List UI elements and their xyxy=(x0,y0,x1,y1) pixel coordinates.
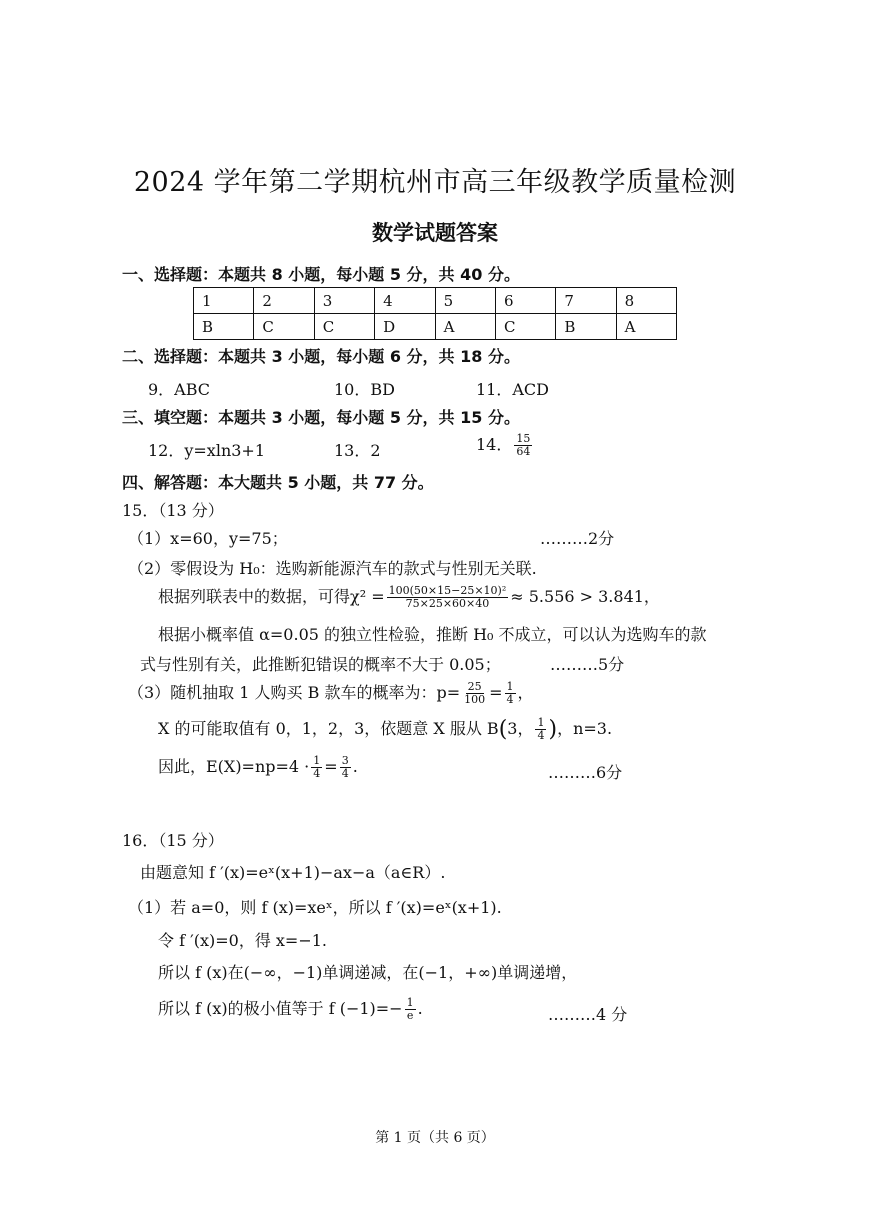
fraction-numerator: 1 xyxy=(406,996,414,1009)
answer-number-cell: 7 xyxy=(556,288,616,314)
fraction-denominator: 4 xyxy=(341,767,349,780)
answer-14 xyxy=(476,432,534,458)
expectation-fraction-1 xyxy=(311,755,322,780)
minimum-value-end: . xyxy=(417,999,423,1018)
answer-letter-cell: B xyxy=(194,314,254,340)
equals-sign: = xyxy=(489,683,503,702)
answer-table-number-row xyxy=(194,288,677,314)
section2-heading: 二、选择题：本题共 3 小题，每小题 6 分，共 18 分。 xyxy=(122,347,520,366)
page-footer: 第 1 页（共 6 页） xyxy=(375,1130,495,1146)
answer-table-answer-row xyxy=(194,314,677,340)
fraction-denominator: 64 xyxy=(516,445,531,458)
fraction-numerator: 1 xyxy=(506,680,514,693)
answer-number-cell: 8 xyxy=(616,288,676,314)
answer-number-cell: 4 xyxy=(375,288,436,314)
fraction-numerator: 25 xyxy=(467,680,482,693)
q15-part2-score: ………5分 xyxy=(550,655,625,674)
q15-part3-score: ………6分 xyxy=(548,763,623,782)
answer-number-cell: 2 xyxy=(254,288,314,314)
fraction-denominator: 4 xyxy=(313,767,321,780)
answer-letter-cell: C xyxy=(254,314,314,340)
fraction-denominator: 4 xyxy=(506,693,514,706)
section3-heading: 三、填空题：本题共 3 小题，每小题 5 分，共 15 分。 xyxy=(122,408,520,427)
answer-number-cell: 1 xyxy=(194,288,254,314)
part3-end: ， xyxy=(517,683,534,702)
answer-letter-cell: C xyxy=(314,314,374,340)
q16-line1: 由题意知 f ′(x)=eˣ(x+1)−ax−a（a∈R）. xyxy=(140,863,446,882)
q15-part3-distribution: X 的可能取值有 0，1，2，3，依题意 X 服从 B(3， $\frac{1}{4}$ )，n=3. xyxy=(158,716,613,742)
q16-line2: （1）若 a=0，则 f (x)=xeˣ，所以 f ′(x)=eˣ(x+1). xyxy=(128,898,502,917)
q16-part1-score: ………4 分 xyxy=(548,1005,628,1024)
fraction-numerator: 1 xyxy=(537,716,545,729)
answer-9: 9．ABC xyxy=(148,380,211,399)
minimum-value-fraction xyxy=(405,997,416,1022)
section4-heading: 四、解答题：本大题共 5 小题，共 77 分。 xyxy=(122,473,434,492)
answer-12: 12．y=xln3+1 xyxy=(148,441,266,460)
q15-part3-expectation xyxy=(158,754,358,780)
q15-part2-chi-square xyxy=(158,584,660,610)
chi-square-suffix: ≈ 5.556 > 3.841， xyxy=(510,587,660,606)
distribution-p-fraction xyxy=(535,717,546,742)
page-title: 2024 学年第二学期杭州市高三年级教学质量检测 xyxy=(133,167,737,198)
answer-number-cell: 6 xyxy=(495,288,555,314)
chi-square-fraction xyxy=(387,585,509,610)
chi-square-prefix: 根据列联表中的数据，可得χ² = xyxy=(158,587,385,606)
fraction-denominator: e xyxy=(406,1009,414,1022)
fraction-numerator: 1 xyxy=(313,754,321,767)
q15-part2-line3: 根据小概率值 α=0.05 的独立性检验，推断 H₀ 不成立，可以认为选购车的款 xyxy=(158,625,707,644)
answer-letter-cell: B xyxy=(556,314,616,340)
answer-14-label: 14． xyxy=(476,435,513,454)
q16-line4: 所以 f (x)在(−∞，−1)单调递减，在(−1，+∞)单调递增， xyxy=(158,963,578,982)
page-subtitle: 数学试题答案 xyxy=(372,221,498,245)
answer-11: 11．ACD xyxy=(476,380,549,399)
q16-line5 xyxy=(158,996,423,1022)
q16-label: 16．（15 分） xyxy=(122,831,224,850)
distribution-n: 3， xyxy=(507,719,534,738)
answer-14-fraction xyxy=(514,433,532,458)
expectation-prefix: 因此，E(X)=np=4 · xyxy=(158,757,310,776)
q15-label: 15．（13 分） xyxy=(122,501,224,520)
section1-heading: 一、选择题：本题共 8 小题，每小题 5 分，共 40 分。 xyxy=(122,265,520,284)
probability-simplified-fraction xyxy=(505,681,516,706)
distribution-prefix: X 的可能取值有 0，1，2，3，依题意 X 服从 B xyxy=(158,719,499,738)
answer-number-cell: 3 xyxy=(314,288,374,314)
expectation-fraction-2: $\frac{3}{4}$ xyxy=(341,754,349,780)
fraction-denominator: 100 xyxy=(464,693,486,706)
fraction-numerator: 100(50×15−25×10)² xyxy=(388,584,507,597)
answer-letter-cell: A xyxy=(435,314,495,340)
fraction-numerator: 15 xyxy=(516,432,531,445)
fraction-denominator: 4 xyxy=(537,729,545,742)
minimum-value-prefix: 所以 f (x)的极小值等于 f (−1)=− xyxy=(158,999,403,1018)
answer-10: 10．BD xyxy=(334,380,395,399)
q15-part2-line4: 式与性别有关，此推断犯错误的概率不大于 0.05； xyxy=(140,655,501,674)
probability-fraction xyxy=(462,681,487,706)
answer-table xyxy=(193,287,677,340)
q15-part2: （2）零假设为 H₀：选购新能源汽车的款式与性别无关联. xyxy=(128,559,537,578)
distribution-suffix: ，n=3. xyxy=(557,719,613,738)
answer-13: 13．2 xyxy=(334,441,381,460)
part3-prefix: （3）随机抽取 1 人购买 B 款车的概率为：p= xyxy=(128,683,461,702)
answer-letter-cell: C xyxy=(495,314,555,340)
fraction-denominator: 75×25×60×40 xyxy=(405,597,490,610)
q15-part1-score: ………2分 xyxy=(540,529,615,548)
expectation-end: . xyxy=(352,757,358,776)
answer-letter-cell: A xyxy=(616,314,676,340)
q15-part3 xyxy=(128,680,534,706)
q16-line3: 令 f ′(x)=0，得 x=−1. xyxy=(158,931,328,950)
equals-sign: = xyxy=(324,757,338,776)
q15-part1: （1）x=60，y=75； xyxy=(128,529,288,548)
answer-number-cell: 5 xyxy=(435,288,495,314)
answer-letter-cell: D xyxy=(375,314,436,340)
